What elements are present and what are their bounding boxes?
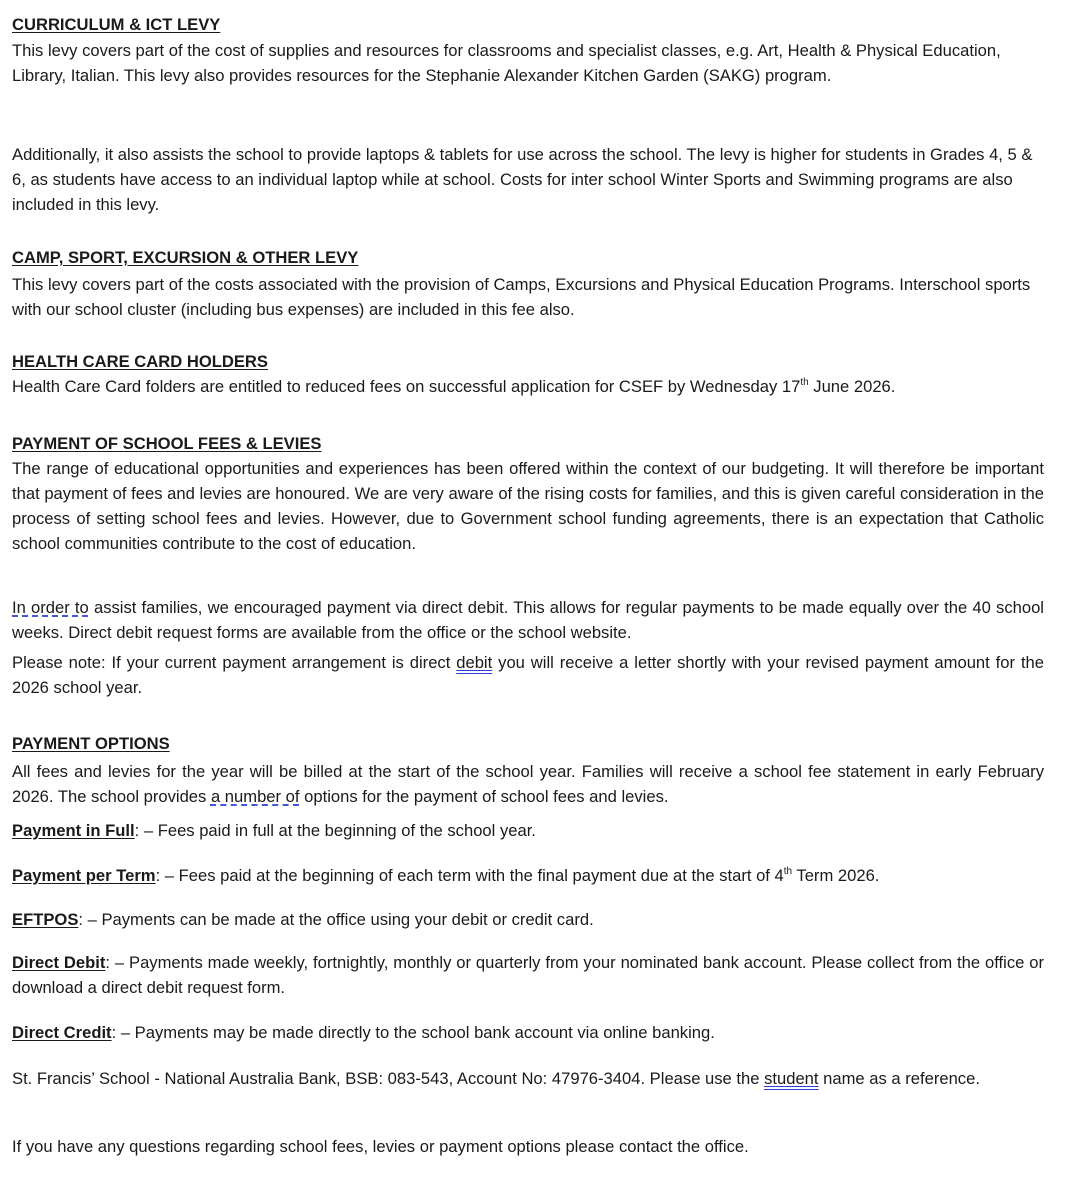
bank-text-before: St. Francis’ School - National Australia Bank, BSB: 083-543, Account No: 47976-3404. Please use the	[12, 1069, 765, 1088]
paragraph-fees-budgeting: The range of educational opportunities and experiences has been offered within the context of our budgeting. It will therefore be important that payment of fees and levies are honoured. We are very aware of the rising costs for families, and this is given careful consideration in the process of setting school fees and levies. However, due to Government school funding agreements, there is an expectation that Catholic school communities contribute to the cost of education.	[12, 459, 1044, 553]
option-eftpos	[12, 907, 1044, 932]
paragraph-payment-options-intro	[12, 759, 1044, 809]
intro-text-before: All fees and levies for the year will be billed at the start of the school year. Families will receive a school fee statement in early February 2026. The school provides	[12, 762, 1044, 806]
paragraph-please-note	[12, 650, 1044, 700]
paragraph-direct-debit-encouraged	[12, 595, 1044, 645]
option-description: : – Fees paid at the beginning of each term with the final payment due at the start of 4	[155, 866, 784, 885]
paragraph-curriculum-resources: This levy covers part of the cost of supplies and resources for classrooms and specialist classes, e.g. Art, Health & Physical Education, Library, Italian. This levy also provides resources for the Stephanie Alexander Kitchen Garden (SAKG) program.	[12, 41, 1001, 85]
heading-camp-sport-excursion-levy: CAMP, SPORT, EXCURSION & OTHER LEVY	[12, 248, 359, 267]
option-payment-per-term	[12, 863, 1044, 888]
option-description: : – Fees paid in full at the beginning of the school year.	[134, 821, 536, 840]
note-text-after: you will receive a letter shortly with your revised payment amount for the 2026 school year.	[12, 653, 1045, 697]
option-term: Direct Debit	[12, 953, 106, 972]
paragraph-camp-levy: This levy covers part of the costs associated with the provision of Camps, Excursions and Physical Education Programs. Interschool sports with our school cluster (including bus expenses) are included in this fee also.	[12, 275, 1031, 319]
health-date-superscript: th	[800, 377, 809, 388]
option-description: : – Payments made weekly, fortnightly, monthly or quarterly from your nominated bank account. Please collect from the office or download a direct debit request form.	[12, 953, 1044, 997]
option-direct-debit	[12, 950, 1044, 1000]
option-description-after: Term 2026.	[792, 866, 880, 885]
option-payment-in-full	[12, 818, 1044, 843]
intro-text-after: options for the payment of school fees and levies.	[299, 787, 669, 806]
term-superscript: th	[783, 866, 793, 877]
grammar-flagged-phrase: a number of	[210, 787, 300, 806]
heading-health-care-card-holders: HEALTH CARE CARD HOLDERS	[12, 352, 268, 371]
grammar-flagged-phrase: In order to	[12, 598, 89, 617]
heading-payment-options: PAYMENT OPTIONS	[12, 734, 170, 753]
option-description: : – Payments may be made directly to the school bank account via online banking.	[111, 1023, 715, 1042]
paragraph-bank-details	[12, 1066, 1044, 1091]
option-term: Direct Credit	[12, 1023, 112, 1042]
heading-curriculum-ict-levy: CURRICULUM & ICT LEVY	[12, 15, 221, 34]
option-term: Payment per Term	[12, 866, 156, 885]
option-description: : – Payments can be made at the office using your debit or credit card.	[78, 910, 594, 929]
option-term: EFTPOS	[12, 910, 79, 929]
direct-debit-encouraged-text: assist families, we encouraged payment via direct debit. This allows for regular payments to be made equally over the 40 school weeks. Direct debit request forms are available from the office or the school website.	[12, 598, 1044, 642]
paragraph-health-care-card	[12, 374, 1044, 399]
option-term: Payment in Full	[12, 821, 135, 840]
paragraph-contact-office: If you have any questions regarding school fees, levies or payment options please contact the office.	[12, 1137, 749, 1156]
spellcheck-flagged-word: debit	[456, 653, 493, 672]
health-text-before: Health Care Card folders are entitled to reduced fees on successful application for CSEF by Wednesday 17	[12, 377, 801, 396]
note-text-before: Please note: If your current payment arrangement is direct	[12, 653, 457, 672]
bank-text-after: name as a reference.	[818, 1069, 980, 1088]
heading-payment-of-school-fees: PAYMENT OF SCHOOL FEES & LEVIES	[12, 434, 322, 453]
paragraph-curriculum-laptops: Additionally, it also assists the school to provide laptops & tablets for use across the school. The levy is higher for students in Grades 4, 5 & 6, as students have access to an individual laptop while at school. Costs for inter school Winter Sports and Swimming programs are also included in this levy.	[12, 145, 1033, 214]
spellcheck-flagged-word: student	[764, 1069, 819, 1088]
option-direct-credit	[12, 1020, 1044, 1045]
health-text-after: June 2026.	[808, 377, 896, 396]
